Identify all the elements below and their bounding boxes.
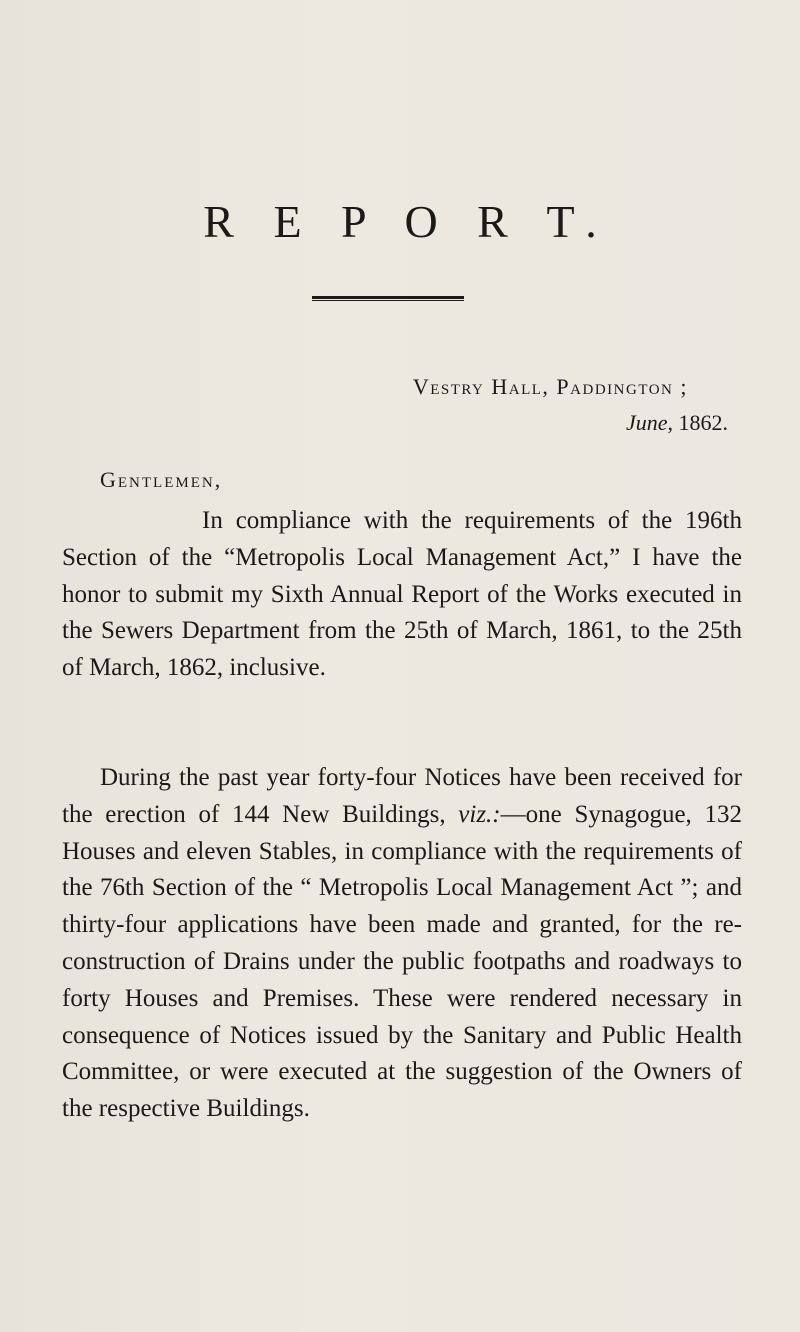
date-line — [626, 410, 728, 436]
paragraph-2-viz: viz.: — [458, 800, 501, 828]
date-year: , 1862. — [667, 410, 728, 435]
date-month: June — [625, 410, 668, 435]
paragraph-1: In compliance with the requirements of the 196th Section of the “Metropolis Local Management Act,” I have the honor to submit my Sixth Annual Report of the Works executed in the Sewers Department from the 25th of March, 1861, to the 25th of March, 1862, inclusive. — [62, 507, 742, 682]
paragraph-2 — [62, 760, 742, 1128]
title-rule — [312, 296, 464, 301]
paragraph-2-rest: —one Synagogue, 132 Houses and eleven Stables, in compliance with the requirements of the 76th Section of the “ Metropolis Local Management Act ”; and thirty-four applications have been made and granted, for the re-construction of Drains under the public footpaths and roadways to forty Houses and Premises. These were rendered necessary in consequence of Notices issued by the Sanitary and Public Health Committee, or were executed at the suggestion of the Owners of the respective Buildings. — [62, 800, 742, 1123]
paragraph-2-lead: During the past year forty-four Notices have been received for the erection of 144 New Buildings, — [62, 764, 742, 828]
salutation: Gentlemen, — [100, 467, 223, 492]
page-title: R E P O R T. — [203, 196, 611, 247]
address-line: Vestry Hall, Paddington ; — [412, 374, 688, 399]
